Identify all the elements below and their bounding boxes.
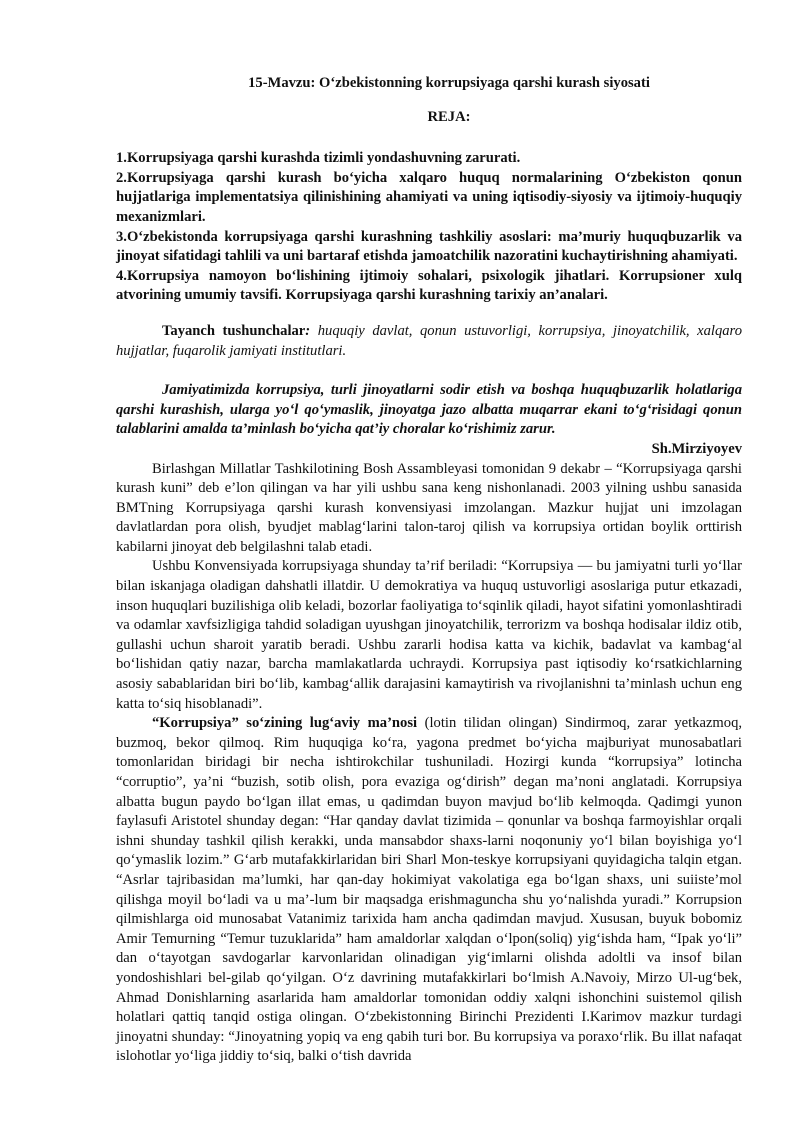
plan-item: 4.Korrupsiya namoyon bo‘lishining ijtimoiy sohalari, psixologik jihatlari. Korrupsioner xulq atvorining umumiy tavsifi. Korrupsiyaga qarshi kurashning tarixiy an’analari. (116, 267, 742, 304)
keywords-paragraph (116, 322, 742, 361)
body-paragraph-1: Birlashgan Millatlar Tashkilotining Bosh Assambleyasi tomonidan 9 dekabr – “Korrupsiyaga qarshi kurash kuni” deb e’lon qilingan va har yili ushbu sana keng nishonlanadi. 2003 yilning ushbu sanasida BMTning Korrupsiyaga qarshi kurash konvensiyasi imzolangan. Mazkur hujjat uni imzolagan davlatlardan pora olish, byudjet mablag‘larini talon-taroj qilish va korrupsiya ortidan boylik orttirish kabilarni jinoyat deb belgilashni talab etadi. (116, 460, 742, 555)
epigraph-author: Sh.Mirziyoyev (651, 440, 742, 457)
plan-item: 1.Korrupsiyaga qarshi kurashda tizimli yondashuvning zarurati. (116, 150, 521, 167)
keywords-label: Tayanch tushunchalar (162, 322, 306, 339)
plan-list (116, 149, 742, 306)
body-paragraph-2: Ushbu Konvensiyada korrupsiyaga shunday ta’rif beriladi: “Korrupsiya — bu jamiyatni turli yo‘llar bilan iskanjaga oladigan dahshatli illatdir. U demokratiya va huquq ustuvorligi asoslariga putur etkazadi, inson huquqlari buzilishiga olib keladi, bozorlar faoliyatiga to‘sqinlik qiladi, hayot sifatini yomonlashtiradi va odamlar xavfsizligiga tahdid soladigan uyushgan jinoyatchilik, terrorizm va boshqa hodisalar ildiz otib, gullashi uchun sharoit yaratib beradi. Ushbu zararli hodisa katta va kichik, badavlat va kambag‘al bo‘lishidan qatiy nazar, barcha mamlakatlarda uchraydi. Korrupsiya past iqtisodiy ko‘rsatkichlarning asosiy sabablaridan biri bo‘lib, kambag‘allik darajasini kamaytirish va rivojlanishni ta’minlash uchun eng katta to‘siq hisoblanadi”. (116, 558, 742, 712)
plan-heading: REJA: (427, 108, 471, 125)
epigraph-quote: Jamiyatimizda korrupsiya, turli jinoyatlarni sodir etish va boshqa huquqbuzarlik holatlariga qarshi kurashish, ularga yo‘l qo‘ymaslik, jinoyatga jazo albatta muqarrar ekani to‘g‘risidagi qonun talablarini amalda ta’minlash bo‘yicha qat’iy choralar ko‘rishimiz zarur. (116, 382, 742, 438)
keywords-text: huquqiy davlat, qonun ustuvorligi, korrupsiya, jinoyatchilik, xalqaro hujjatlar, fuqarolik jamiyati institutlari. (116, 322, 742, 359)
plan-item: 2.Korrupsiyaga qarshi kurash bo‘yicha xalqaro huquq normalarining O‘zbekiston qonun hujjatlariga implementatsiya qilinishining ahamiyati va uning iqtisodiy-siyosiy va ijtimoiy-huquqiy mexanizmlari. (116, 169, 742, 225)
page-title: 15-Mavzu: O‘zbekistonning korrupsiyaga qarshi kurash siyosati (248, 75, 650, 91)
keywords-colon: : (305, 322, 311, 339)
term-heading: “Korrupsiya” so‘zining lug‘aviy ma’nosi (152, 715, 418, 732)
body-paragraph-3 (116, 714, 742, 1067)
plan-item: 3.O‘zbekistonda korrupsiyaga qarshi kurashning tashkiliy asoslari: ma’muriy huquqbuzarlik va jinoyat sifatidagi tahlili va uni bartaraf etishda jamoatchilik nazoratini kuchaytirishning ahamiyati. (116, 228, 742, 265)
body-paragraph-3-text: (lotin tilidan olingan) Sindirmoq, zarar yetkazmoq, buzmoq, bekor qilmoq. Rim huquqiga ko‘ra, yagona predmet bo‘yicha majburiyat munosabatlari tomonlaridan biridagi bir necha ishtirokchilar tushuniladi. Hozirgi kunda “korrupsiya” lotincha “corruptio”, ya’ni “buzish, sotib olish, pora evaziga og‘dirish” degan ma’noni anglatadi. Korrupsiya albatta bugun paydo bo‘lgan illat emas, u qadimdan buyon mavjud bo‘lib kelmoqda. Qadimgi yunon faylasufi Aristotel shunday degan: “Har qanday davlat tizimida – qonunlar va boshqa farmoyishlar orqali ishni shunday tashkil qilish kerakki, unda mansabdor shaxs-larni noqonuniy yo‘l bilan boyishiga yo‘l qo‘ymaslik lozim.” G‘arb mutafakkirlaridan biri Sharl Mon-teskye korrupsiyani quyidagicha talqin etgan. “Asrlar tajribasidan ma’lumki, har qan-day hokimiyat vakolatiga ega bo‘lgan shaxs, uni suiiste’mol qilishga moyil bo‘ladi va u ma’-lum bir maqsadga erishmaguncha shu yo‘nalishda yuradi.” Korrupsion qilmishlarga oid munosabat Vatanimiz tarixida ham ancha qadimdan mavjud. Xususan, buyuk bobomiz Amir Temurning “Temur tuzuklarida” ham amaldorlar xalqdan o‘lpon(soliq) yig‘ishda ham, “Ipak yo‘li” dan o‘tayotgan savdogarlar karvonlaridan olinadigan yig‘imlarni olishda adoltli va insof bilan yondoshishlari bel-gilab qo‘yilgan. O‘z davrining mutafakkirlari bo‘lmish A.Navoiy, Mirzo Ul-ug‘bek, Ahmad Donishlarning asarlarida ham amaldorlar tomonidan oddiy xalqni ishonchini suistemol qilish holatlari qattiq tanqid ostiga olingan. O‘zbekistonning Birinchi Prezidenti I.Karimov mazkur turdagi jinoyatni shunday: “Jinoyatning yopiq va eng qabih turi bor. Bu korrupsiya va poraxo‘rlik. Bu illat nafaqat islohotlar yo‘liga jiddiy to‘siq, balki o‘tish davrida (116, 715, 743, 1065)
